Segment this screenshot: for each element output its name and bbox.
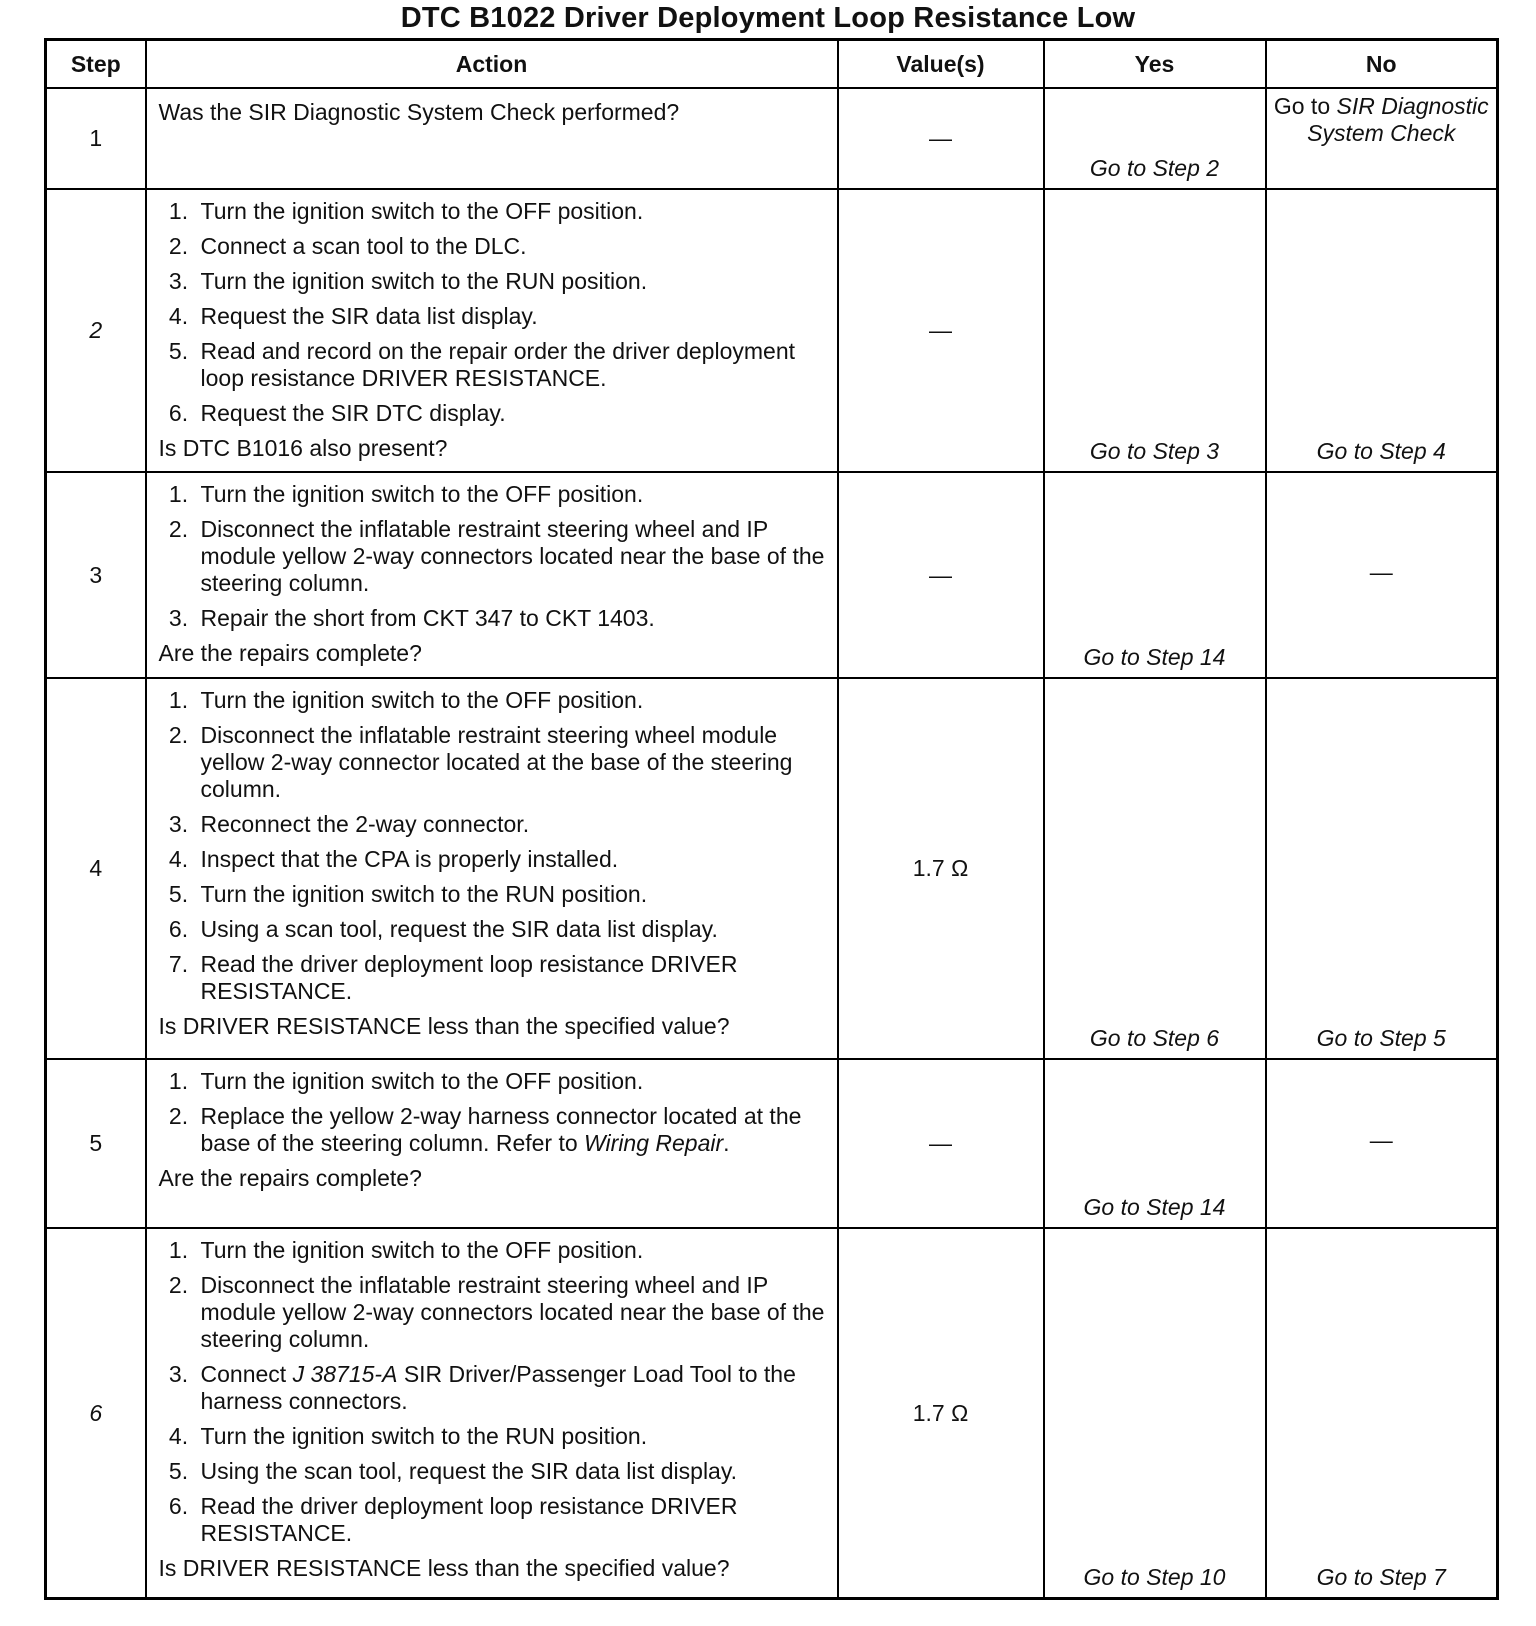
action-question: Is DRIVER RESISTANCE less than the specified value? xyxy=(158,1013,730,1040)
list-item: 2. Disconnect the inflatable restraint steering wheel module yellow 2-way connector located at the base of the steering column. xyxy=(195,722,827,803)
action-list xyxy=(159,1237,827,1547)
list-item: 2. Disconnect the inflatable restraint steering wheel and IP module yellow 2-way connectors located near the base of the steering column. xyxy=(195,1272,827,1353)
header-action: Action xyxy=(146,40,838,89)
action-list xyxy=(159,1068,827,1157)
list-item: 4. Inspect that the CPA is properly installed. xyxy=(195,846,827,873)
list-item: 3. Repair the short from CKT 347 to CKT 1403. xyxy=(195,605,827,632)
page-title: DTC B1022 Driver Deployment Loop Resistance Low xyxy=(400,2,1136,34)
wiring-repair-ref: Wiring Repair xyxy=(584,1129,724,1156)
action-list xyxy=(159,198,827,427)
list-item: 1. Turn the ignition switch to the OFF position. xyxy=(195,687,827,714)
list-item: 1. Turn the ignition switch to the OFF position. xyxy=(195,1237,827,1264)
header-no: No xyxy=(1266,40,1498,89)
action-cell xyxy=(146,1228,838,1598)
list-item-prefix: Connect xyxy=(200,1361,287,1388)
step-number: 3 xyxy=(46,472,146,678)
table-row xyxy=(46,1059,1498,1229)
action-cell xyxy=(146,1059,838,1229)
header-value: Value(s) xyxy=(838,40,1044,89)
step-number: 1 xyxy=(46,88,146,189)
value-cell: — xyxy=(838,1059,1044,1229)
no-cell: Go to Step 5 xyxy=(1266,678,1498,1058)
list-item: 1. Turn the ignition switch to the OFF position. xyxy=(195,481,827,508)
yes-cell: Go to Step 14 xyxy=(1044,1059,1266,1229)
list-item: 7. Read the driver deployment loop resistance DRIVER RESISTANCE. xyxy=(195,951,827,1005)
table-row xyxy=(46,678,1498,1058)
step-number: 5 xyxy=(46,1059,146,1229)
list-item-end: . xyxy=(723,1129,730,1156)
no-italic-ref: SIR Diagnostic System Check xyxy=(1307,93,1489,146)
step-number: 6 xyxy=(46,1228,146,1598)
value-cell: — xyxy=(838,472,1044,678)
no-cell: — xyxy=(1266,1059,1498,1229)
list-item: 3. Turn the ignition switch to the RUN position. xyxy=(195,268,827,295)
no-cell: Go to Step 7 xyxy=(1266,1228,1498,1598)
list-item-text: Replace the yellow 2-way harness connector located at the base of the steering column. Refer to xyxy=(200,1102,802,1156)
action-question: Is DRIVER RESISTANCE less than the specified value? xyxy=(158,1555,730,1582)
step-number: 4 xyxy=(46,678,146,1058)
list-item: 6. Using a scan tool, request the SIR data list display. xyxy=(195,916,827,943)
table-row xyxy=(46,189,1498,472)
list-item: 2. Disconnect the inflatable restraint steering wheel and IP module yellow 2-way connectors located near the base of the steering column. xyxy=(195,516,827,597)
header-yes: Yes xyxy=(1044,40,1266,89)
no-cell: Go to Step 4 xyxy=(1266,189,1498,472)
list-item: 1. Turn the ignition switch to the OFF position. xyxy=(195,1068,827,1095)
value-cell: 1.7 Ω xyxy=(838,1228,1044,1598)
table-row xyxy=(46,472,1498,678)
table-row xyxy=(46,88,1498,189)
yes-cell: Go to Step 14 xyxy=(1044,472,1266,678)
action-cell xyxy=(146,472,838,678)
list-item: 6. Request the SIR DTC display. xyxy=(195,400,827,427)
list-item: 2. Connect a scan tool to the DLC. xyxy=(195,233,827,260)
step-number: 2 xyxy=(46,189,146,472)
value-cell: — xyxy=(838,88,1044,189)
yes-cell: Go to Step 6 xyxy=(1044,678,1266,1058)
value-cell: — xyxy=(838,189,1044,472)
list-item: 1. Turn the ignition switch to the OFF position. xyxy=(195,198,827,225)
diagnostic-table xyxy=(44,38,1499,1600)
table-row xyxy=(46,1228,1498,1598)
action-cell xyxy=(146,189,838,472)
list-item: 5. Using the scan tool, request the SIR data list display. xyxy=(195,1458,827,1485)
action-question: Was the SIR Diagnostic System Check performed? xyxy=(158,99,680,125)
yes-cell: Go to Step 2 xyxy=(1044,88,1266,189)
list-item: 6. Read the driver deployment loop resistance DRIVER RESISTANCE. xyxy=(195,1493,827,1547)
action-question: Are the repairs complete? xyxy=(158,1164,422,1191)
list-item: 5. Turn the ignition switch to the RUN position. xyxy=(195,881,827,908)
action-question: Are the repairs complete? xyxy=(158,640,422,667)
list-item: 4. Request the SIR data list display. xyxy=(195,303,827,330)
header-step: Step xyxy=(46,40,146,89)
action-cell xyxy=(146,678,838,1058)
list-item xyxy=(195,1103,827,1157)
list-item-text: SIR Driver/Passenger Load Tool to the harness connectors. xyxy=(200,1361,796,1415)
list-item xyxy=(195,1361,827,1415)
table-header-row xyxy=(46,40,1498,89)
action-cell xyxy=(146,88,838,189)
action-list xyxy=(159,481,827,632)
no-cell: — xyxy=(1266,472,1498,678)
no-prefix: Go to xyxy=(1273,93,1331,119)
list-item: 5. Read and record on the repair order the driver deployment loop resistance DRIVER RESISTANCE. xyxy=(195,338,827,392)
yes-cell: Go to Step 3 xyxy=(1044,189,1266,472)
action-list xyxy=(159,687,827,1005)
tool-number-ref: J 38715-A xyxy=(292,1361,398,1388)
yes-cell: Go to Step 10 xyxy=(1044,1228,1266,1598)
action-question: Is DTC B1016 also present? xyxy=(158,435,448,462)
list-item: 3. Reconnect the 2-way connector. xyxy=(195,811,827,838)
no-cell xyxy=(1266,88,1498,189)
value-cell: 1.7 Ω xyxy=(838,678,1044,1058)
list-item: 4. Turn the ignition switch to the RUN position. xyxy=(195,1423,827,1450)
